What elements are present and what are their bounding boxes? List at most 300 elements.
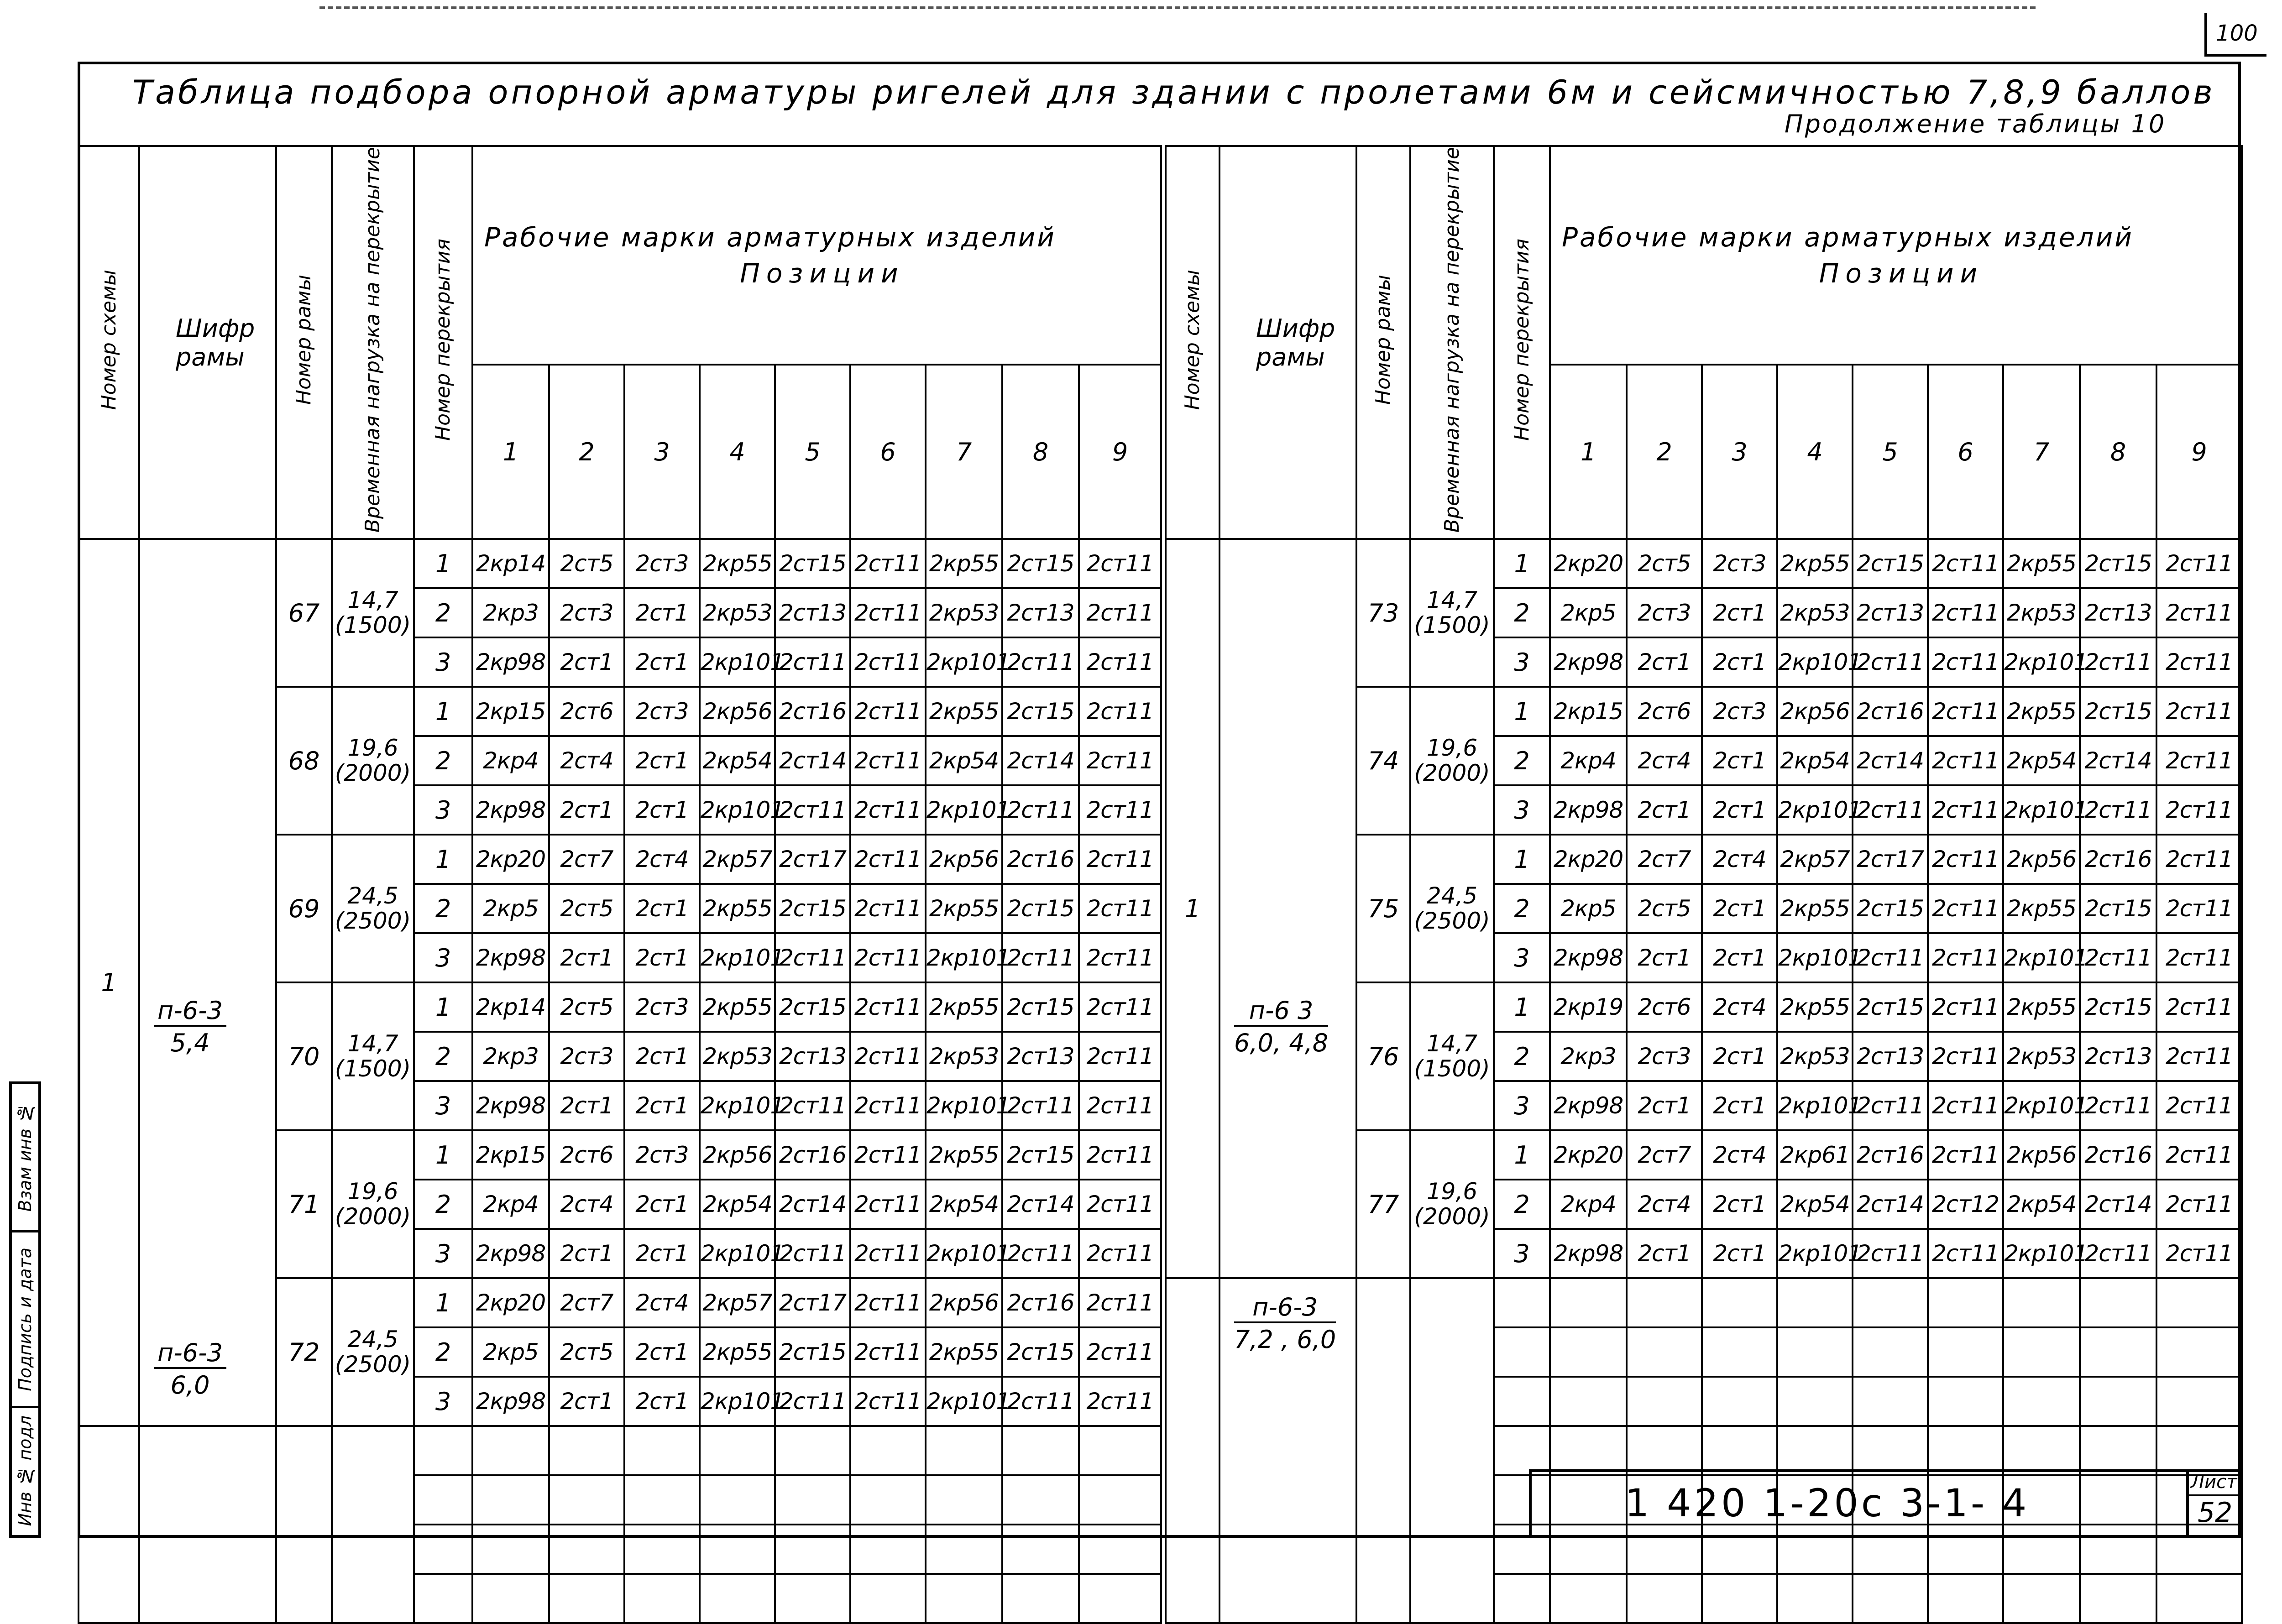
mark-cell: 2ст6 [1627, 982, 1702, 1032]
header-scheme-no [79, 146, 139, 539]
mark-cell: 2ст4 [1627, 736, 1702, 785]
mark-cell: 2ст11 [2156, 785, 2242, 835]
mark-cell: 2ст11 [775, 1229, 850, 1278]
mark-cell: 2ст1 [549, 1229, 624, 1278]
mark-cell: 2кр56 [926, 1278, 1002, 1327]
mark-cell: 2ст15 [1002, 539, 1079, 588]
mark-cell: 2кр55 [700, 982, 775, 1032]
load-value: 19,6 (2000) [1410, 1130, 1494, 1278]
empty-cell [1627, 1377, 1702, 1426]
mark-cell: 2ст4 [624, 835, 700, 884]
mark-cell: 2ст5 [549, 1327, 624, 1377]
mark-cell: 2кр98 [472, 1229, 549, 1278]
top-border-dashes [319, 6, 2036, 9]
empty-cell [850, 1525, 926, 1574]
mark-cell: 2ст1 [624, 884, 700, 933]
frame-number: 76 [1356, 982, 1410, 1130]
empty-cell [2156, 1574, 2242, 1623]
empty-cell [1853, 1574, 1928, 1623]
mark-cell: 2кр54 [926, 736, 1002, 785]
floor-number: 1 [1494, 982, 1550, 1032]
mark-cell: 2ст3 [1627, 588, 1702, 637]
mark-cell: 2ст1 [624, 933, 700, 982]
mark-cell: 2ст1 [549, 1377, 624, 1426]
mark-cell: 2ст11 [850, 637, 926, 687]
empty-cell [1550, 1278, 1627, 1327]
mark-cell: 2ст11 [2080, 933, 2156, 982]
sheet-label: Лист [2191, 1472, 2237, 1493]
mark-cell: 2кр55 [1777, 539, 1853, 588]
frame-cipher-denominator: 6,0, 4,8 [1234, 1029, 1329, 1058]
header-scheme-no-label: Номер схемы [97, 269, 120, 410]
mark-cell: 2ст11 [2156, 687, 2242, 736]
mark-cell: 2кр53 [2003, 588, 2080, 637]
empty-cell [2080, 1327, 2156, 1377]
frame-number: 68 [276, 687, 332, 835]
mark-cell: 2ст5 [549, 539, 624, 588]
empty-cell [850, 1426, 926, 1475]
mark-cell: 2ст11 [850, 835, 926, 884]
mark-cell: 2кр5 [472, 1327, 549, 1377]
frame-number: 72 [276, 1278, 332, 1426]
mark-cell: 2кр15 [472, 687, 549, 736]
mark-cell: 2ст4 [1702, 835, 1777, 884]
mark-cell: 2ст3 [1627, 1032, 1702, 1081]
mark-cell: 2ст1 [624, 1081, 700, 1130]
load-value: 24,5 (2500) [332, 1278, 414, 1426]
load-value: 19,6 (2000) [332, 687, 414, 835]
mark-cell: 2кр57 [1777, 835, 1853, 884]
mark-cell: 2кр14 [472, 539, 549, 588]
empty-cell [700, 1475, 775, 1525]
mark-cell: 2кр98 [472, 1377, 549, 1426]
empty-cell [1494, 1278, 1550, 1327]
mark-cell: 2ст13 [1002, 1032, 1079, 1081]
mark-cell: 2ст1 [1702, 1081, 1777, 1130]
side-stamp [9, 1081, 41, 1538]
header-position-8: 8 [2080, 365, 2156, 539]
mark-cell: 2ст11 [850, 1278, 926, 1327]
empty-cipher-cell [139, 1426, 276, 1623]
mark-cell: 2ст3 [549, 588, 624, 637]
mark-cell: 2ст1 [1702, 1180, 1777, 1229]
empty-cell [926, 1426, 1002, 1475]
mark-cell: 2кр101 [2003, 1229, 2080, 1278]
mark-cell: 2ст16 [1002, 835, 1079, 884]
floor-number: 1 [414, 1130, 472, 1180]
empty-cell [1702, 1327, 1777, 1377]
header-position-4: 4 [1777, 365, 1853, 539]
mark-cell: 2ст1 [1627, 637, 1702, 687]
empty-cell [1853, 1327, 1928, 1377]
side-stamp-sign-date [12, 1232, 38, 1408]
mark-cell: 2кр20 [1550, 1130, 1627, 1180]
mark-cell: 2кр101 [926, 637, 1002, 687]
empty-cell [2080, 1278, 2156, 1327]
mark-cell: 2ст17 [775, 1278, 850, 1327]
mark-cell: 2ст7 [1627, 835, 1702, 884]
empty-cell [1627, 1574, 1702, 1623]
floor-number: 3 [1494, 933, 1550, 982]
mark-cell: 2ст11 [2156, 736, 2242, 785]
empty-cell [850, 1475, 926, 1525]
mark-cell: 2ст11 [1079, 1130, 1161, 1180]
load-value: 19,6 (2000) [1410, 687, 1494, 835]
mark-cell: 2ст4 [1627, 1180, 1702, 1229]
mark-cell: 2ст11 [1853, 637, 1928, 687]
mark-cell: 2кр56 [926, 835, 1002, 884]
mark-cell: 2ст13 [2080, 588, 2156, 637]
mark-cell: 2кр15 [472, 1130, 549, 1180]
mark-cell: 2ст15 [1002, 687, 1079, 736]
mark-cell: 2кр4 [1550, 736, 1627, 785]
frame-number: 75 [1356, 835, 1410, 982]
mark-cell: 2ст1 [549, 1081, 624, 1130]
empty-cell [2003, 1278, 2080, 1327]
empty-cell [2003, 1377, 2080, 1426]
empty-cell [1702, 1278, 1777, 1327]
header-load [332, 146, 414, 539]
mark-cell: 2кр56 [700, 1130, 775, 1180]
floor-number: 3 [414, 785, 472, 835]
empty-cell [624, 1426, 700, 1475]
empty-scheme-cell [79, 1426, 139, 1623]
mark-cell: 2ст15 [1002, 1327, 1079, 1377]
mark-cell: 2ст11 [1928, 1130, 2003, 1180]
mark-cell: 2ст14 [1853, 1180, 1928, 1229]
mark-cell: 2кр3 [472, 1032, 549, 1081]
mark-cell: 2ст5 [549, 982, 624, 1032]
empty-cell [414, 1574, 472, 1623]
frame-cipher [154, 996, 226, 1057]
mark-cell: 2ст1 [1627, 1081, 1702, 1130]
header-scheme-no [1166, 146, 1220, 539]
empty-scheme-cell [1166, 1278, 1220, 1623]
empty-cell [700, 1426, 775, 1475]
table-title: Таблица подбора опорной арматуры ригелей для здании с пролетами 6м и сейсмичностью 7,8,9 баллов [132, 73, 2215, 111]
header-position-5: 5 [1853, 365, 1928, 539]
mark-cell: 2ст11 [775, 933, 850, 982]
mark-cell: 2ст1 [1627, 933, 1702, 982]
mark-cell: 2кр101 [700, 785, 775, 835]
mark-cell: 2ст11 [1928, 539, 2003, 588]
header-positions-label: Позиции [1819, 257, 1984, 289]
mark-cell: 2кр14 [472, 982, 549, 1032]
floor-number: 3 [1494, 1229, 1550, 1278]
empty-cell [549, 1525, 624, 1574]
floor-number: 2 [414, 1327, 472, 1377]
floor-number: 3 [1494, 1081, 1550, 1130]
empty-cell [1928, 1327, 2003, 1377]
mark-cell: 2кр20 [1550, 835, 1627, 884]
mark-cell: 2ст16 [775, 687, 850, 736]
mark-cell: 2кр5 [472, 884, 549, 933]
mark-cell: 2ст1 [1702, 736, 1777, 785]
mark-cell: 2ст11 [2156, 982, 2242, 1032]
side-stamp-replace-inv [12, 1084, 38, 1232]
mark-cell: 2ст3 [624, 539, 700, 588]
mark-cell: 2кр5 [1550, 884, 1627, 933]
empty-cell [1550, 1327, 1627, 1377]
mark-cell: 2ст14 [1002, 1180, 1079, 1229]
mark-cell: 2кр101 [700, 1229, 775, 1278]
mark-cell: 2ст1 [549, 933, 624, 982]
empty-cell [1079, 1525, 1161, 1574]
floor-number: 1 [1494, 539, 1550, 588]
mark-cell: 2кр54 [2003, 1180, 2080, 1229]
side-stamp-inv-no [12, 1408, 38, 1534]
side-stamp-sign-date-label: Подпись и дата [15, 1247, 35, 1391]
mark-cell: 2ст11 [1079, 884, 1161, 933]
mark-cell: 2ст11 [1079, 933, 1161, 982]
mark-cell: 2кр101 [700, 1081, 775, 1130]
mark-cell: 2кр55 [926, 884, 1002, 933]
frame-cipher-numerator: п-6-3 [1234, 1293, 1336, 1323]
mark-cell: 2кр55 [2003, 982, 2080, 1032]
empty-cell [2156, 1278, 2242, 1327]
frame-cipher-denominator: 6,0 [170, 1371, 210, 1400]
frame-cipher-denominator: 5,4 [170, 1029, 210, 1058]
mark-cell: 2кр55 [1777, 884, 1853, 933]
mark-cell: 2кр54 [926, 1180, 1002, 1229]
mark-cell: 2кр53 [700, 588, 775, 637]
mark-cell: 2ст11 [1079, 588, 1161, 637]
empty-cell [1494, 1426, 1550, 1475]
empty-cell [2156, 1327, 2242, 1377]
mark-cell: 2ст11 [850, 1327, 926, 1377]
empty-cell [2003, 1574, 2080, 1623]
empty-cell [1550, 1574, 1627, 1623]
mark-cell: 2кр3 [472, 588, 549, 637]
mark-cell: 2ст11 [1928, 835, 2003, 884]
mark-cell: 2ст11 [1079, 835, 1161, 884]
mark-cell: 2ст11 [850, 736, 926, 785]
mark-cell: 2ст11 [1079, 1229, 1161, 1278]
mark-cell: 2кр54 [700, 1180, 775, 1229]
mark-cell: 2ст14 [1002, 736, 1079, 785]
mark-cell: 2ст1 [549, 785, 624, 835]
scheme-number: 1 [79, 539, 139, 1426]
header-frame-cipher-label: Шифр рамы [1256, 313, 1335, 371]
mark-cell: 2ст3 [1702, 539, 1777, 588]
floor-number: 2 [1494, 884, 1550, 933]
floor-number: 3 [414, 637, 472, 687]
mark-cell: 2ст11 [850, 982, 926, 1032]
mark-cell: 2ст16 [1853, 1130, 1928, 1180]
empty-frame-cell [276, 1426, 332, 1623]
empty-cell [1853, 1377, 1928, 1426]
header-position-2: 2 [549, 365, 624, 539]
empty-cell [700, 1574, 775, 1623]
mark-cell: 2ст11 [1079, 982, 1161, 1032]
empty-cell [926, 1475, 1002, 1525]
mark-cell: 2ст15 [1002, 884, 1079, 933]
floor-number: 2 [1494, 1180, 1550, 1229]
mark-cell: 2кр101 [700, 1377, 775, 1426]
empty-cell [2080, 1574, 2156, 1623]
mark-cell: 2ст11 [850, 1032, 926, 1081]
mark-cell: 2ст1 [1702, 588, 1777, 637]
mark-cell: 2ст14 [2080, 1180, 2156, 1229]
empty-cell [1777, 1327, 1853, 1377]
mark-cell: 2ст15 [1002, 1130, 1079, 1180]
mark-cell: 2кр55 [2003, 884, 2080, 933]
header-load-label: Временная нагрузка на перекрытие [361, 147, 384, 533]
mark-cell: 2ст11 [1079, 1032, 1161, 1081]
header-position-7: 7 [2003, 365, 2080, 539]
mark-cell: 2ст11 [1928, 588, 2003, 637]
mark-cell: 2кр101 [2003, 1081, 2080, 1130]
header-working-marks-label: Рабочие марки арматурных изделий [1562, 222, 2134, 253]
mark-cell: 2ст11 [850, 539, 926, 588]
left-selection-table [78, 145, 1162, 1624]
empty-cell [2080, 1426, 2156, 1475]
header-position-7: 7 [926, 365, 1002, 539]
mark-cell: 2ст15 [2080, 687, 2156, 736]
mark-cell: 2ст3 [624, 982, 700, 1032]
mark-cell: 2ст11 [850, 1377, 926, 1426]
mark-cell: 2ст16 [1853, 687, 1928, 736]
mark-cell: 2ст11 [1853, 933, 1928, 982]
load-value: 14,7 (1500) [1410, 982, 1494, 1130]
header-row [79, 146, 1161, 365]
mark-cell: 2ст5 [549, 884, 624, 933]
mark-cell: 2ст11 [1928, 736, 2003, 785]
mark-cell: 2ст11 [1853, 785, 1928, 835]
header-position-3: 3 [1702, 365, 1777, 539]
mark-cell: 2ст1 [549, 637, 624, 687]
header-floor-no [1494, 146, 1550, 539]
load-value: 14,7 (1500) [1410, 539, 1494, 687]
mark-cell: 2кр55 [926, 1327, 1002, 1377]
mark-cell: 2ст4 [549, 1180, 624, 1229]
mark-cell: 2кр54 [1777, 1180, 1853, 1229]
header-floor-no-label: Номер перекрытия [1510, 239, 1534, 441]
empty-frame-cell [1356, 1278, 1410, 1623]
mark-cell: 2ст3 [549, 1032, 624, 1081]
right-selection-table [1165, 145, 2243, 1624]
mark-cell: 2кр98 [1550, 785, 1627, 835]
empty-cell [1928, 1278, 2003, 1327]
mark-cell: 2ст13 [1853, 588, 1928, 637]
empty-cell [1079, 1574, 1161, 1623]
mark-cell: 2ст14 [775, 736, 850, 785]
mark-cell: 2ст11 [2156, 835, 2242, 884]
mark-cell: 2ст11 [1928, 637, 2003, 687]
side-stamp-inv-no-label: Инв № подл [15, 1415, 35, 1526]
empty-cell [1494, 1377, 1550, 1426]
mark-cell: 2кр98 [1550, 1081, 1627, 1130]
frame-number: 71 [276, 1130, 332, 1278]
floor-number: 3 [414, 1377, 472, 1426]
mark-cell: 2кр101 [1777, 785, 1853, 835]
floor-number: 3 [1494, 637, 1550, 687]
empty-cell [1702, 1377, 1777, 1426]
frame-number: 74 [1356, 687, 1410, 835]
mark-cell: 2ст6 [549, 1130, 624, 1180]
empty-cell [1550, 1377, 1627, 1426]
empty-cell [775, 1426, 850, 1475]
header-frame-no [276, 146, 332, 539]
mark-cell: 2ст1 [624, 1377, 700, 1426]
mark-cell: 2ст11 [2080, 1229, 2156, 1278]
mark-cell: 2ст11 [1079, 687, 1161, 736]
empty-cell [775, 1525, 850, 1574]
frame-cipher-numerator: п-6 3 [1234, 996, 1328, 1027]
mark-cell: 2кр20 [472, 835, 549, 884]
mark-cell: 2ст6 [549, 687, 624, 736]
header-scheme-no-label: Номер схемы [1181, 269, 1204, 410]
mark-cell: 2ст11 [1079, 1377, 1161, 1426]
floor-number: 2 [414, 588, 472, 637]
empty-cell [1079, 1475, 1161, 1525]
empty-cell [1928, 1426, 2003, 1475]
empty-cell [1550, 1426, 1627, 1475]
mark-cell: 2ст11 [850, 933, 926, 982]
mark-cell: 2ст1 [624, 785, 700, 835]
mark-cell: 2ст11 [1079, 1327, 1161, 1377]
mark-cell: 2кр101 [926, 785, 1002, 835]
mark-cell: 2ст3 [624, 687, 700, 736]
mark-cell: 2ст11 [2156, 1081, 2242, 1130]
mark-cell: 2ст11 [1928, 1032, 2003, 1081]
mark-cell: 2ст15 [2080, 982, 2156, 1032]
header-frame-cipher [139, 146, 276, 539]
empty-cell [926, 1574, 1002, 1623]
mark-cell: 2ст13 [2080, 1032, 2156, 1081]
mark-cell: 2ст11 [2080, 785, 2156, 835]
empty-cell [1002, 1574, 1079, 1623]
empty-cell [472, 1525, 549, 1574]
mark-cell: 2ст3 [624, 1130, 700, 1180]
mark-cell: 2ст1 [624, 637, 700, 687]
mark-cell: 2кр98 [472, 785, 549, 835]
floor-number: 2 [414, 1032, 472, 1081]
load-value: 24,5 (2500) [332, 835, 414, 982]
empty-cell [1702, 1574, 1777, 1623]
mark-cell: 2ст11 [1928, 982, 2003, 1032]
mark-cell: 2ст14 [2080, 736, 2156, 785]
mark-cell: 2кр53 [1777, 588, 1853, 637]
floor-number: 1 [414, 835, 472, 884]
mark-cell: 2ст7 [1627, 1130, 1702, 1180]
mark-cell: 2кр101 [926, 933, 1002, 982]
mark-cell: 2ст11 [1079, 637, 1161, 687]
mark-cell: 2ст1 [1702, 637, 1777, 687]
empty-cell [414, 1475, 472, 1525]
frame-cipher-numerator: п-6-3 [154, 1338, 226, 1369]
mark-cell: 2кр54 [1777, 736, 1853, 785]
mark-cell: 2кр101 [700, 933, 775, 982]
header-frame-no-label: Номер рамы [1371, 275, 1395, 405]
mark-cell: 2кр98 [472, 637, 549, 687]
mark-cell: 2кр101 [926, 1377, 1002, 1426]
frame-cipher-cell [139, 539, 276, 1426]
mark-cell: 2ст7 [549, 1278, 624, 1327]
mark-cell: 2кр101 [1777, 637, 1853, 687]
mark-cell: 2ст11 [2156, 539, 2242, 588]
mark-cell: 2кр101 [926, 1081, 1002, 1130]
header-floor-no [414, 146, 472, 539]
empty-cell [700, 1525, 775, 1574]
header-position-1: 1 [1550, 365, 1627, 539]
header-working-marks-label: Рабочие марки арматурных изделий [484, 222, 1056, 253]
mark-cell: 2ст1 [624, 588, 700, 637]
empty-cell [624, 1525, 700, 1574]
empty-cell [1853, 1278, 1928, 1327]
empty-cell [1928, 1377, 2003, 1426]
header-load-label: Временная нагрузка на перекрытие [1440, 147, 1464, 533]
